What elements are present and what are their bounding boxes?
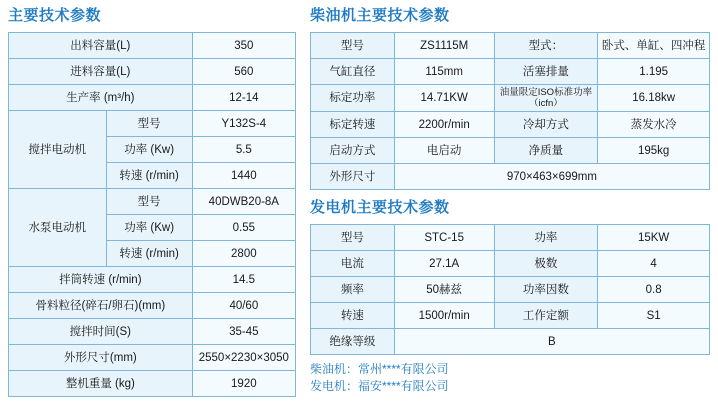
table-row: [9, 33, 296, 59]
cell-value: ZS1115M: [394, 33, 494, 59]
table-row: [9, 59, 296, 85]
table-row: [311, 329, 710, 355]
table-row: [311, 251, 710, 277]
cell-label: 绝缘等级: [311, 329, 395, 355]
cell-value: 1440: [192, 163, 295, 189]
table-row: [9, 345, 296, 371]
cell-label: 外形尺寸(mm): [9, 345, 193, 371]
cell-label: 冷却方式: [494, 112, 598, 138]
table-row: [311, 85, 710, 112]
cell-value: 2200r/min: [394, 112, 494, 138]
cell-label: 气缸直径: [311, 59, 395, 85]
cell-value: 0.8: [598, 277, 710, 303]
cell-value: 115mm: [394, 59, 494, 85]
cell-label: 电流: [311, 251, 395, 277]
cell-label: 转速 (r/min): [106, 241, 192, 267]
cell-label: 转速 (r/min): [106, 163, 192, 189]
cell-group-label: 水泵电动机: [9, 189, 107, 267]
generator-spec-table: [310, 224, 710, 355]
cell-value: 970×463×699mm: [394, 164, 709, 190]
cell-label: 标定功率: [311, 85, 395, 112]
cell-value: 5.5: [192, 137, 295, 163]
cell-value: 350: [192, 33, 295, 59]
cell-value: 0.55: [192, 215, 295, 241]
cell-value: 35-45: [192, 319, 295, 345]
cell-label: 净质量: [494, 138, 598, 164]
cell-label: 型式：: [494, 33, 598, 59]
diesel-supplier-note: 柴油机：常州****有限公司: [310, 362, 449, 376]
cell-label: 出料容量(L): [9, 33, 193, 59]
cell-label: 活塞排量: [494, 59, 598, 85]
cell-label: 频率: [311, 277, 395, 303]
cell-label: 型号: [311, 225, 395, 251]
cell-value: 15KW: [598, 225, 710, 251]
cell-label: 功率 (Kw): [106, 215, 192, 241]
cell-label: 型号: [311, 33, 395, 59]
cell-label: 型号: [106, 189, 192, 215]
table-row: [311, 225, 710, 251]
cell-value: 电启动: [394, 138, 494, 164]
cell-label: 极数: [494, 251, 598, 277]
cell-value: 4: [598, 251, 710, 277]
cell-label: 进料容量(L): [9, 59, 193, 85]
cell-label: 转速: [311, 303, 395, 329]
cell-value: S1: [598, 303, 710, 329]
left-column: [8, 6, 296, 397]
cell-value: 蒸发水冷: [598, 112, 710, 138]
diesel-spec-title: 柴油机主要技术参数: [310, 7, 450, 24]
cell-value: 14.5: [192, 267, 295, 293]
table-row: [9, 85, 296, 111]
cell-label: 工作定额: [494, 303, 598, 329]
cell-value: 195kg: [598, 138, 710, 164]
cell-value: 12-14: [192, 85, 295, 111]
cell-label: 标定转速: [311, 112, 395, 138]
table-row: [9, 189, 296, 215]
cell-label: 生产率 (m³/h): [9, 85, 193, 111]
table-row: [311, 303, 710, 329]
cell-label: 油量限定ISO标准功率（icfn）: [494, 85, 598, 112]
cell-value: 40DWB20-8A: [192, 189, 295, 215]
table-row: [311, 138, 710, 164]
cell-value: 1500r/min: [394, 303, 494, 329]
cell-label: 整机重量 (kg): [9, 371, 193, 397]
cell-value: Y132S-4: [192, 111, 295, 137]
cell-value: 2550×2230×3050: [192, 345, 295, 371]
cell-label: 骨料粒径(碎石/卵石)(mm): [9, 293, 193, 319]
cell-value: 560: [192, 59, 295, 85]
cell-label: 功率 (Kw): [106, 137, 192, 163]
cell-label: 功率因数: [494, 277, 598, 303]
diesel-spec-table: [310, 32, 710, 190]
cell-value: 16.18kw: [598, 85, 710, 112]
table-row: [311, 59, 710, 85]
cell-value: 40/60: [192, 293, 295, 319]
table-row: [311, 164, 710, 190]
table-row: [311, 112, 710, 138]
table-row: [9, 319, 296, 345]
cell-value: 27.1A: [394, 251, 494, 277]
cell-value: 2800: [192, 241, 295, 267]
main-spec-title: 主要技术参数: [8, 7, 102, 24]
main-spec-table: [8, 32, 296, 397]
cell-value: B: [394, 329, 709, 355]
cell-value: 1920: [192, 371, 295, 397]
cell-label: 拌筒转速 (r/min): [9, 267, 193, 293]
cell-group-label: 搅拌电动机: [9, 111, 107, 189]
right-column: [310, 6, 710, 395]
cell-value: STC-15: [394, 225, 494, 251]
table-row: [9, 293, 296, 319]
table-row: [9, 267, 296, 293]
cell-value: 14.71KW: [394, 85, 494, 112]
generator-supplier-note: 发电机：福安****有限公司: [310, 379, 449, 393]
cell-label: 功率: [494, 225, 598, 251]
cell-label: 搅拌时间(S): [9, 319, 193, 345]
cell-value: 1.195: [598, 59, 710, 85]
cell-value: 50赫兹: [394, 277, 494, 303]
cell-label: 启动方式: [311, 138, 395, 164]
table-row: [9, 371, 296, 397]
generator-spec-title: 发电机主要技术参数: [310, 199, 450, 216]
table-row: [311, 33, 710, 59]
table-row: [9, 111, 296, 137]
cell-label: 型号: [106, 111, 192, 137]
cell-label: 外形尺寸: [311, 164, 395, 190]
cell-value: 卧式、单缸、四冲程: [598, 33, 710, 59]
table-row: [311, 277, 710, 303]
